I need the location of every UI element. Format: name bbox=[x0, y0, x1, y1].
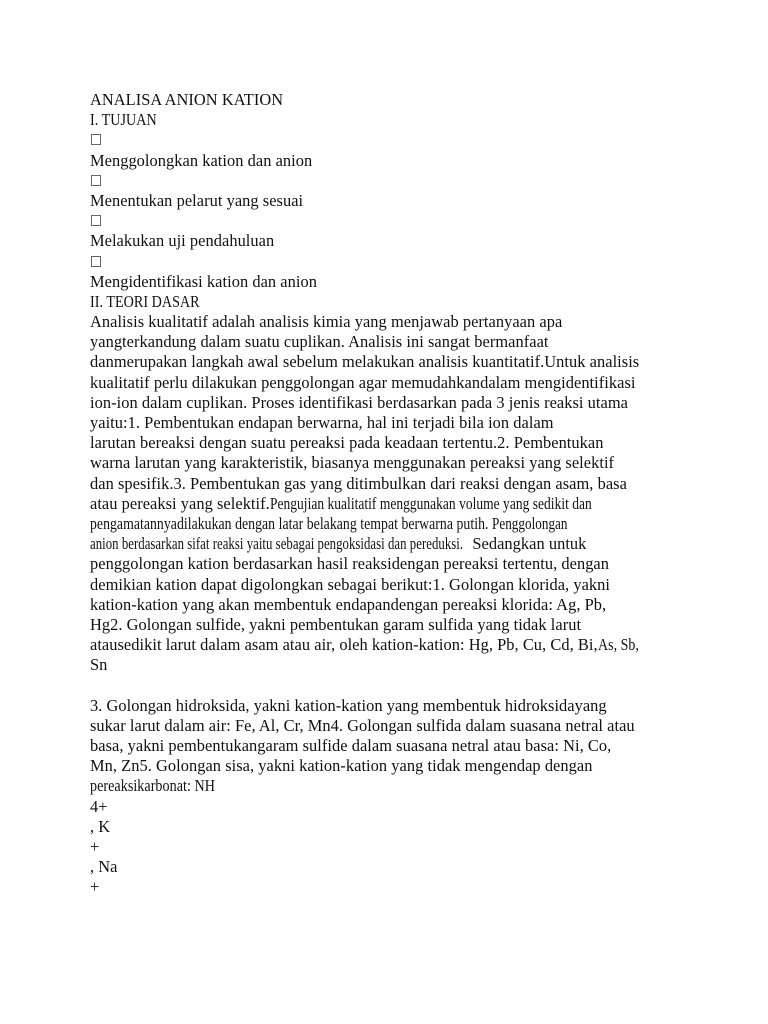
document-page bbox=[90, 90, 690, 898]
text-line: 3. Golongan hidroksida, yakni kation-kation yang membentuk hidroksidayang bbox=[90, 695, 607, 715]
text-line: Sn bbox=[90, 655, 108, 675]
section-heading-teori-dasar: II. TEORI DASAR bbox=[90, 291, 200, 311]
text-line: penggolongan kation berdasarkan hasil reaksidengan pereaksi tertentu, dengan bbox=[90, 554, 610, 574]
text-line: pereaksikarbonat: NH bbox=[90, 776, 215, 796]
bullet-glyph bbox=[90, 171, 690, 191]
text-line: Hg2. Golongan sulfide, yakni pembentukan garam sulfida yang tidak larut bbox=[90, 614, 582, 634]
text-line: dan spesifik.3. Pembentukan gas yang ditimbulkan dari reaksi dengan asam, basa bbox=[90, 473, 627, 493]
text-line: basa, yakni pembentukangaram sulfide dalam suasana netral atau basa: Ni, Co, bbox=[90, 736, 612, 755]
text-line: yangterkandung dalam suatu cuplikan. Analisis ini sangat bermanfaat bbox=[90, 332, 549, 352]
text-line: kualitatif perlu dilakukan penggolongan agar memudahkandalam mengidentifikasi bbox=[90, 372, 636, 392]
text-line: atausedikit larut dalam asam atau air, oleh kation-kation: Hg, Pb, Cu, Cd, Bi,As, Sb, bbox=[90, 635, 639, 655]
text-line: , Na bbox=[90, 857, 118, 877]
text-line: warna larutan yang karakteristik, biasanya menggunakan pereaksi yang selektif bbox=[90, 453, 615, 473]
text-line: ion-ion dalam cuplikan. Proses identifikasi berdasarkan pada 3 jenis reaksi utama bbox=[90, 392, 628, 412]
tujuan-item: Melakukan uji pendahuluan bbox=[90, 231, 275, 251]
text-line: sukar larut dalam air: Fe, Al, Cr, Mn4. Golongan sulfida dalam suasana netral atau bbox=[90, 715, 635, 735]
tujuan-item: Menentukan pelarut yang sesuai bbox=[90, 190, 304, 210]
bullet-glyph bbox=[90, 252, 690, 272]
text-line: danmerupakan langkah awal sebelum melakukan analisis kuantitatif.Untuk analisis bbox=[90, 352, 640, 372]
text-line: pengamatannyadilakukan dengan latar belakang tempat berwarna putih. Penggolongan bbox=[90, 513, 568, 533]
text-line: larutan bereaksi dengan suatu pereaksi pada keadaan tertentu.2. Pembentukan bbox=[90, 433, 604, 453]
text-line: demikian kation dapat digolongkan sebagai berikut:1. Golongan klorida, yakni bbox=[90, 574, 610, 594]
bullet-glyph bbox=[90, 130, 690, 150]
section-heading-tujuan: I. TUJUAN bbox=[90, 110, 157, 130]
document-title: ANALISA ANION KATION bbox=[90, 90, 284, 109]
text-line: , K bbox=[90, 816, 111, 836]
text-line: + bbox=[90, 877, 100, 897]
text-line: 4+ bbox=[90, 796, 108, 816]
tujuan-item: Menggolongkan kation dan anion bbox=[90, 150, 313, 170]
text-line: anion berdasarkan sifat reaksi yaitu sebagai pengoksidasi dan pereduksi.Sedangkan untuk bbox=[90, 534, 587, 554]
text-line: Mn, Zn5. Golongan sisa, yakni kation-kation yang tidak mengendap dengan bbox=[90, 756, 593, 776]
text-line: yaitu:1. Pembentukan endapan berwarna, hal ini terjadi bila ion dalam bbox=[90, 413, 554, 432]
text-line: Analisis kualitatif adalah analisis kimia yang menjawab pertanyaan apa bbox=[90, 312, 563, 332]
tujuan-item: Mengidentifikasi kation dan anion bbox=[90, 271, 317, 291]
text-line: atau pereaksi yang selektif.Pengujian kualitatif menggunakan volume yang sedikit dan bbox=[90, 493, 592, 513]
text-line: + bbox=[90, 836, 100, 856]
text-line: kation-kation yang akan membentuk endapandengan pereaksi klorida: Ag, Pb, bbox=[90, 594, 607, 614]
bullet-glyph bbox=[90, 211, 690, 231]
